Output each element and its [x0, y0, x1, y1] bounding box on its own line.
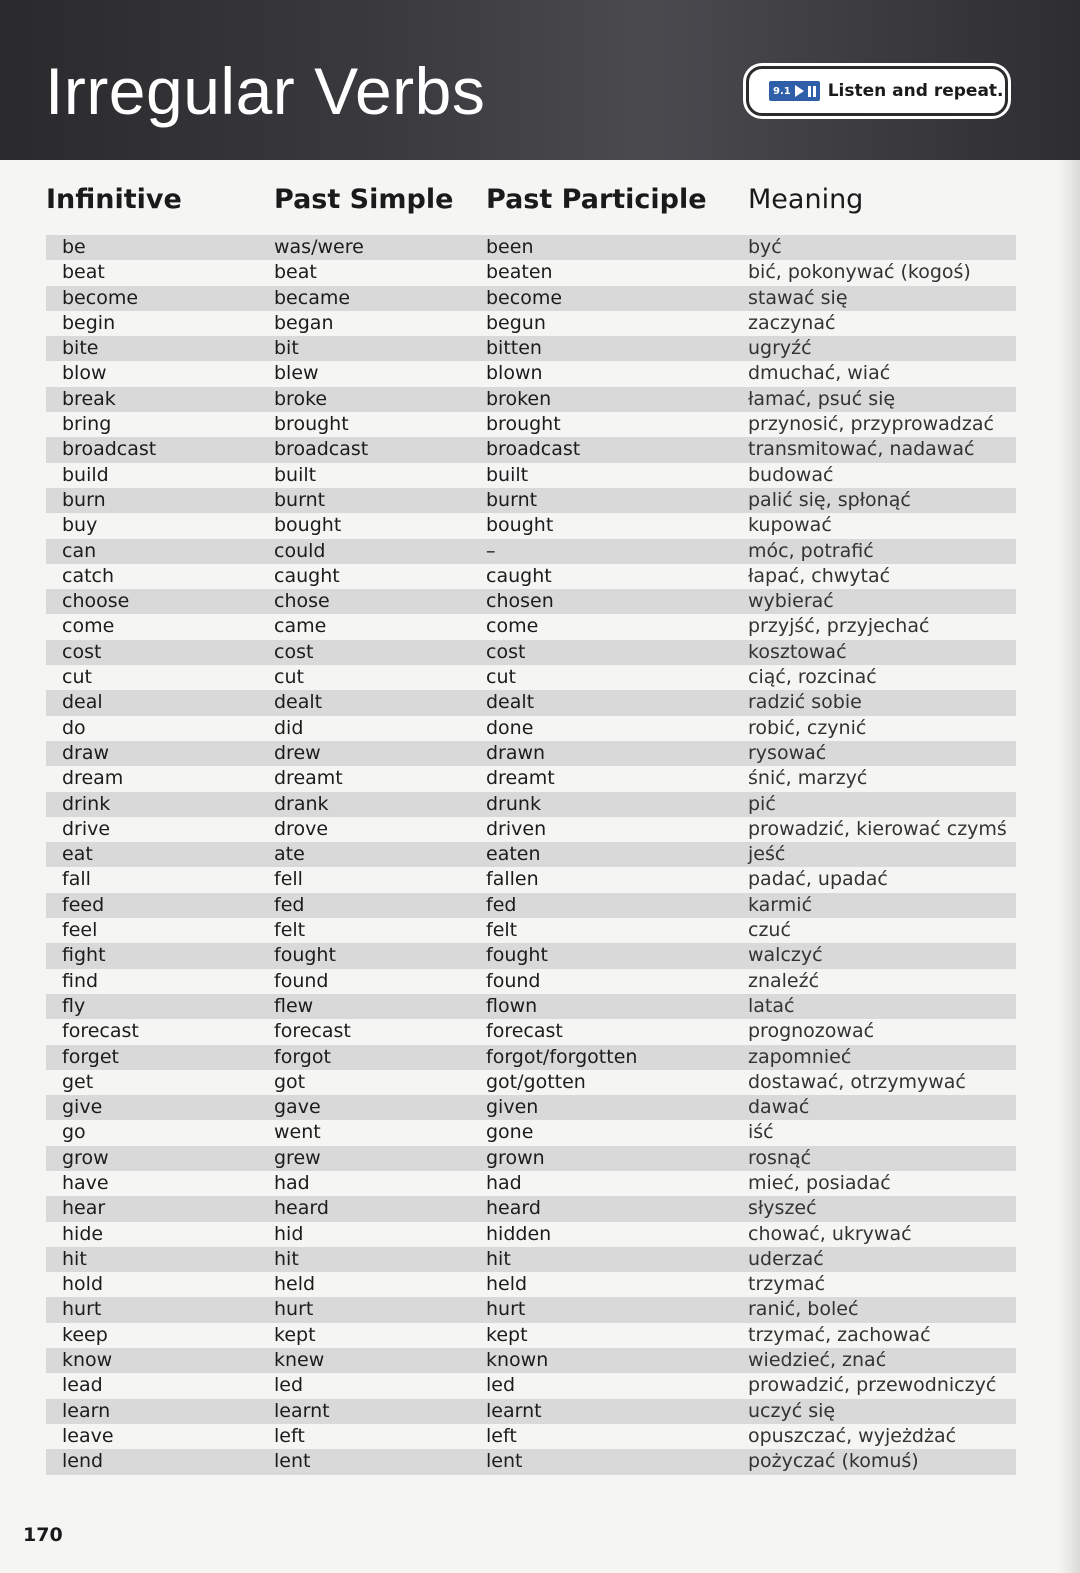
cell-past-participle: got/gotten: [486, 1070, 586, 1093]
cell-meaning: słyszeć: [748, 1197, 817, 1220]
cell-past-simple: went: [274, 1121, 321, 1144]
cell-past-simple: blew: [274, 362, 319, 385]
cell-infinitive: become: [62, 286, 139, 309]
cell-past-participle: built: [486, 463, 529, 486]
cell-meaning: prowadzić, kierować czymś: [748, 817, 1007, 840]
cell-infinitive: learn: [62, 1399, 111, 1422]
cell-past-simple: hurt: [274, 1298, 314, 1321]
cell-past-participle: forgot/forgotten: [486, 1045, 638, 1068]
column-header-infinitive: Infinitive: [46, 184, 182, 215]
cell-past-simple: was/were: [274, 236, 364, 258]
column-header-past-participle: Past Participle: [486, 184, 707, 215]
table-row: [46, 1373, 1016, 1398]
table-row: [46, 564, 1016, 589]
cell-infinitive: fly: [62, 994, 86, 1017]
cell-past-simple: held: [274, 1273, 316, 1296]
table-row: [46, 1297, 1016, 1322]
cell-meaning: padać, upadać: [748, 868, 888, 891]
cell-infinitive: beat: [62, 261, 105, 284]
cell-meaning: trzymać: [748, 1273, 826, 1296]
table-row: [46, 1146, 1016, 1171]
cell-meaning: kosztować: [748, 640, 847, 663]
cell-meaning: ugryźć: [748, 337, 812, 360]
cell-past-participle: heard: [486, 1197, 541, 1220]
cell-past-simple: found: [274, 969, 329, 992]
cell-past-participle: chosen: [486, 590, 554, 613]
cell-past-simple: cost: [274, 640, 314, 663]
cell-past-participle: bought: [486, 514, 554, 537]
listen-and-repeat-button[interactable]: [746, 66, 1008, 116]
cell-meaning: palić się, spłonąć: [748, 488, 911, 511]
cell-past-participle: known: [486, 1349, 549, 1372]
cell-meaning: chować, ukrywać: [748, 1222, 912, 1245]
cell-past-participle: –: [486, 539, 496, 562]
cell-past-simple: broke: [274, 387, 328, 410]
cell-past-participle: drawn: [486, 741, 546, 764]
cell-meaning: pić: [748, 792, 776, 815]
cell-infinitive: fight: [62, 944, 106, 967]
table-row: [46, 1070, 1016, 1095]
column-header-past-simple: Past Simple: [274, 184, 454, 215]
cell-past-participle: learnt: [486, 1399, 542, 1422]
table-row: [46, 1449, 1016, 1474]
table-row: [46, 412, 1016, 437]
cell-infinitive: lend: [62, 1450, 104, 1473]
cell-meaning: dmuchać, wiać: [748, 362, 891, 385]
table-row: [46, 893, 1016, 918]
table-row: [46, 1348, 1016, 1373]
cell-past-participle: fallen: [486, 868, 539, 891]
cell-past-simple: hit: [274, 1247, 299, 1270]
cell-past-simple: learnt: [274, 1399, 330, 1422]
table-row: [46, 361, 1016, 386]
cell-past-simple: burnt: [274, 488, 326, 511]
cell-meaning: prowadzić, przewodniczyć: [748, 1374, 997, 1397]
cell-past-simple: cut: [274, 666, 304, 689]
cell-past-participle: done: [486, 716, 534, 739]
cell-past-simple: fell: [274, 868, 303, 891]
cell-past-participle: begun: [486, 311, 546, 334]
cell-past-participle: forecast: [486, 1020, 563, 1043]
cell-meaning: robić, czynić: [748, 716, 867, 739]
cell-past-simple: dreamt: [274, 767, 343, 790]
cell-past-simple: got: [274, 1070, 306, 1093]
table-row: [46, 716, 1016, 741]
cell-meaning: móc, potrafić: [748, 539, 874, 562]
cell-infinitive: hold: [62, 1273, 104, 1296]
cell-infinitive: bite: [62, 337, 99, 360]
cell-meaning: dawać: [748, 1096, 810, 1119]
cell-past-simple: chose: [274, 590, 330, 613]
cell-past-participle: gone: [486, 1121, 534, 1144]
cell-infinitive: cut: [62, 666, 92, 689]
cell-meaning: ciąć, rozcinać: [748, 666, 877, 689]
cell-past-simple: came: [274, 615, 327, 638]
cell-meaning: wiedzieć, znać: [748, 1349, 887, 1372]
verb-table: [46, 235, 1016, 1475]
table-row: [46, 842, 1016, 867]
cell-infinitive: come: [62, 615, 115, 638]
cell-past-participle: drunk: [486, 792, 541, 815]
cell-past-participle: brought: [486, 413, 561, 436]
audio-track-badge: [769, 81, 820, 101]
table-row: [46, 943, 1016, 968]
table-row: [46, 1272, 1016, 1297]
cell-meaning: wybierać: [748, 590, 834, 613]
table-row: [46, 336, 1016, 361]
cell-past-simple: bought: [274, 514, 342, 537]
cell-past-participle: found: [486, 969, 541, 992]
table-row: [46, 665, 1016, 690]
cell-infinitive: forget: [62, 1045, 119, 1068]
pause-icon: [808, 86, 816, 97]
cell-meaning: uczyć się: [748, 1399, 836, 1422]
cell-infinitive: grow: [62, 1146, 109, 1169]
cell-past-participle: cut: [486, 666, 516, 689]
cell-infinitive: catch: [62, 564, 115, 587]
cell-past-participle: cost: [486, 640, 526, 663]
table-row: [46, 235, 1016, 260]
cell-infinitive: hear: [62, 1197, 106, 1220]
table-row: [46, 817, 1016, 842]
cell-past-simple: ate: [274, 843, 305, 866]
cell-meaning: walczyć: [748, 944, 823, 967]
cell-past-participle: left: [486, 1424, 517, 1447]
cell-past-simple: caught: [274, 564, 340, 587]
cell-past-simple: gave: [274, 1096, 321, 1119]
cell-meaning: uderzać: [748, 1247, 824, 1270]
cell-infinitive: deal: [62, 691, 103, 714]
cell-past-simple: flew: [274, 994, 314, 1017]
cell-past-participle: caught: [486, 564, 552, 587]
header-banner: [0, 0, 1080, 160]
cell-past-participle: hurt: [486, 1298, 526, 1321]
cell-infinitive: burn: [62, 488, 106, 511]
cell-infinitive: be: [62, 236, 86, 258]
cell-past-participle: blown: [486, 362, 543, 385]
cell-infinitive: feel: [62, 919, 98, 942]
cell-past-simple: knew: [274, 1349, 325, 1372]
cell-past-simple: fed: [274, 893, 305, 916]
cell-infinitive: drink: [62, 792, 111, 815]
cell-infinitive: eat: [62, 843, 93, 866]
cell-meaning: trzymać, zachować: [748, 1323, 931, 1346]
cell-infinitive: broadcast: [62, 438, 157, 461]
cell-past-participle: flown: [486, 994, 538, 1017]
cell-infinitive: fall: [62, 868, 91, 891]
cell-infinitive: know: [62, 1349, 113, 1372]
table-row: [46, 1323, 1016, 1348]
cell-meaning: łapać, chwytać: [748, 564, 891, 587]
cell-meaning: latać: [748, 994, 795, 1017]
cell-past-simple: hid: [274, 1222, 304, 1245]
cell-past-simple: kept: [274, 1323, 316, 1346]
table-row: [46, 994, 1016, 1019]
table-row: [46, 741, 1016, 766]
cell-meaning: iść: [748, 1121, 774, 1144]
table-row: [46, 792, 1016, 817]
cell-meaning: znaleźć: [748, 969, 820, 992]
cell-past-simple: grew: [274, 1146, 321, 1169]
table-row: [46, 1196, 1016, 1221]
table-row: [46, 690, 1016, 715]
cell-past-participle: driven: [486, 817, 547, 840]
cell-infinitive: do: [62, 716, 86, 739]
table-row: [46, 1424, 1016, 1449]
cell-meaning: karmić: [748, 893, 813, 916]
cell-past-participle: lent: [486, 1450, 523, 1473]
listen-and-repeat-label: Listen and repeat.: [827, 81, 1004, 101]
cell-infinitive: bring: [62, 413, 112, 436]
cell-infinitive: begin: [62, 311, 116, 334]
cell-past-simple: beat: [274, 261, 317, 284]
table-row: [46, 463, 1016, 488]
cell-infinitive: drive: [62, 817, 111, 840]
cell-infinitive: forecast: [62, 1020, 139, 1043]
cell-infinitive: find: [62, 969, 99, 992]
cell-meaning: mieć, posiadać: [748, 1171, 891, 1194]
cell-past-simple: left: [274, 1424, 305, 1447]
cell-meaning: stawać się: [748, 286, 848, 309]
cell-infinitive: get: [62, 1070, 94, 1093]
cell-past-simple: brought: [274, 413, 349, 436]
cell-meaning: pożyczać (komuś): [748, 1450, 919, 1473]
page-title: Irregular Verbs: [45, 54, 486, 128]
cell-past-simple: began: [274, 311, 334, 334]
cell-past-simple: bit: [274, 337, 299, 360]
cell-meaning: kupować: [748, 514, 832, 537]
table-row: [46, 1222, 1016, 1247]
table-row: [46, 1171, 1016, 1196]
cell-past-participle: given: [486, 1096, 539, 1119]
cell-infinitive: draw: [62, 741, 110, 764]
table-row: [46, 640, 1016, 665]
table-row: [46, 1247, 1016, 1272]
cell-meaning: rysować: [748, 741, 827, 764]
cell-past-simple: could: [274, 539, 326, 562]
cell-past-participle: come: [486, 615, 539, 638]
cell-meaning: rosnąć: [748, 1146, 812, 1169]
cell-meaning: ranić, boleć: [748, 1298, 859, 1321]
cell-past-participle: grown: [486, 1146, 545, 1169]
cell-past-participle: had: [486, 1171, 522, 1194]
cell-meaning: jeść: [748, 843, 786, 866]
cell-past-simple: lent: [274, 1450, 311, 1473]
cell-past-participle: burnt: [486, 488, 538, 511]
cell-meaning: radzić sobie: [748, 691, 862, 714]
cell-past-simple: did: [274, 716, 304, 739]
column-header-meaning: Meaning: [748, 184, 864, 215]
cell-meaning: być: [748, 236, 782, 258]
table-row: [46, 918, 1016, 943]
cell-past-participle: beaten: [486, 261, 553, 284]
audio-track-number: 9.1: [773, 85, 791, 97]
cell-meaning: budować: [748, 463, 834, 486]
cell-past-simple: forecast: [274, 1020, 351, 1043]
table-row: [46, 766, 1016, 791]
cell-past-participle: become: [486, 286, 563, 309]
cell-meaning: dostawać, otrzymywać: [748, 1070, 966, 1093]
table-row: [46, 867, 1016, 892]
cell-meaning: transmitować, nadawać: [748, 438, 975, 461]
cell-past-simple: dealt: [274, 691, 323, 714]
table-row: [46, 539, 1016, 564]
table-row: [46, 614, 1016, 639]
cell-infinitive: dream: [62, 767, 124, 790]
cell-past-participle: fed: [486, 893, 517, 916]
table-row: [46, 437, 1016, 462]
cell-meaning: zaczynać: [748, 311, 836, 334]
cell-past-simple: drank: [274, 792, 329, 815]
cell-past-simple: had: [274, 1171, 310, 1194]
table-row: [46, 1399, 1016, 1424]
cell-infinitive: choose: [62, 590, 130, 613]
cell-past-simple: broadcast: [274, 438, 369, 461]
cell-infinitive: lead: [62, 1374, 103, 1397]
cell-infinitive: buy: [62, 514, 98, 537]
cell-meaning: opuszczać, wyjeżdżać: [748, 1424, 957, 1447]
cell-past-participle: eaten: [486, 843, 541, 866]
cell-infinitive: blow: [62, 362, 107, 385]
cell-past-simple: drew: [274, 741, 321, 764]
cell-past-participle: broadcast: [486, 438, 581, 461]
cell-infinitive: give: [62, 1096, 103, 1119]
cell-past-simple: built: [274, 463, 317, 486]
page-edge-shadow: [1058, 160, 1080, 1573]
cell-past-participle: felt: [486, 919, 518, 942]
table-row: [46, 1019, 1016, 1044]
cell-past-participle: been: [486, 236, 534, 258]
table-row: [46, 1045, 1016, 1070]
cell-past-participle: broken: [486, 387, 552, 410]
cell-meaning: bić, pokonywać (kogoś): [748, 261, 971, 284]
table-row: [46, 1095, 1016, 1120]
cell-past-simple: fought: [274, 944, 336, 967]
table-row: [46, 260, 1016, 285]
cell-infinitive: cost: [62, 640, 102, 663]
cell-past-simple: drove: [274, 817, 329, 840]
cell-infinitive: can: [62, 539, 97, 562]
cell-past-participle: dealt: [486, 691, 535, 714]
play-icon: [795, 85, 804, 97]
cell-past-participle: kept: [486, 1323, 528, 1346]
cell-infinitive: leave: [62, 1424, 114, 1447]
cell-past-participle: bitten: [486, 337, 542, 360]
cell-past-participle: dreamt: [486, 767, 555, 790]
cell-meaning: prognozować: [748, 1020, 875, 1043]
cell-infinitive: go: [62, 1121, 86, 1144]
cell-infinitive: build: [62, 463, 109, 486]
cell-past-participle: fought: [486, 944, 548, 967]
table-row: [46, 1120, 1016, 1145]
cell-infinitive: feed: [62, 893, 105, 916]
cell-meaning: śnić, marzyć: [748, 767, 868, 790]
cell-infinitive: break: [62, 387, 116, 410]
cell-past-simple: led: [274, 1374, 304, 1397]
cell-past-simple: heard: [274, 1197, 329, 1220]
table-row: [46, 286, 1016, 311]
cell-past-simple: forgot: [274, 1045, 331, 1068]
cell-meaning: łamać, psuć się: [748, 387, 896, 410]
cell-meaning: przynosić, przyprowadzać: [748, 413, 994, 436]
cell-past-participle: hit: [486, 1247, 511, 1270]
table-row: [46, 589, 1016, 614]
page-number: 170: [23, 1524, 63, 1546]
cell-past-simple: became: [274, 286, 351, 309]
cell-infinitive: hit: [62, 1247, 87, 1270]
cell-past-participle: led: [486, 1374, 516, 1397]
cell-past-participle: hidden: [486, 1222, 552, 1245]
table-row: [46, 513, 1016, 538]
table-row: [46, 969, 1016, 994]
cell-meaning: zapomnieć: [748, 1045, 852, 1068]
cell-infinitive: hurt: [62, 1298, 102, 1321]
cell-infinitive: keep: [62, 1323, 108, 1346]
cell-past-participle: held: [486, 1273, 528, 1296]
table-row: [46, 488, 1016, 513]
cell-meaning: przyjść, przyjechać: [748, 615, 930, 638]
table-row: [46, 311, 1016, 336]
cell-infinitive: hide: [62, 1222, 104, 1245]
cell-meaning: czuć: [748, 919, 791, 942]
table-row: [46, 387, 1016, 412]
cell-infinitive: have: [62, 1171, 109, 1194]
cell-past-simple: felt: [274, 919, 306, 942]
